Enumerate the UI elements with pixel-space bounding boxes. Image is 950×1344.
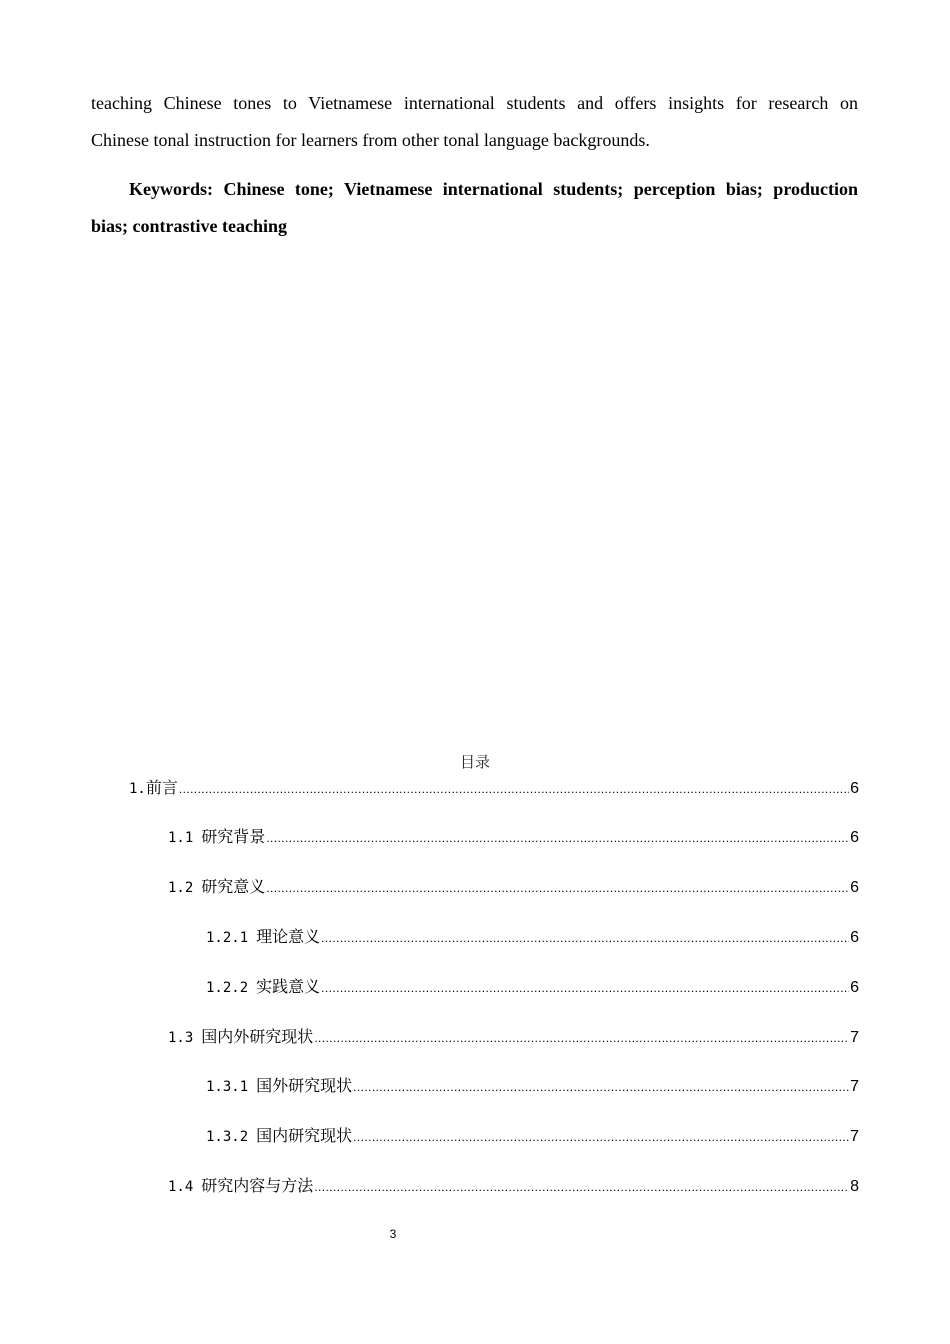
toc-entry[interactable] (206, 1121, 859, 1151)
toc-entry-title: 国内研究现状 (256, 1126, 353, 1145)
toc-entry-title: 研究背景 (201, 827, 266, 846)
toc-leader (321, 973, 849, 1003)
keywords-line: bias; contrastive teaching (91, 216, 287, 236)
keywords-line: Keywords: Chinese tone; Vietnamese international students; perception bias; production (129, 179, 858, 199)
abstract-line: Chinese tonal instruction for learners from other tonal language backgrounds. (91, 130, 650, 150)
toc-entry-number: 1.1 (168, 830, 194, 846)
toc-entry-title: 理论意义 (256, 927, 321, 946)
toc-entry-page: 6 (850, 780, 859, 797)
toc-entry[interactable] (206, 972, 859, 1002)
toc-entry-page: 7 (850, 1128, 859, 1145)
toc-entry-title: 研究意义 (201, 877, 266, 896)
toc-entry[interactable] (206, 922, 859, 952)
toc-title: 目录 (459, 753, 490, 771)
toc-entry-number: 1.2.1 (206, 930, 249, 946)
toc-entry-page: 7 (850, 1078, 859, 1095)
abstract-line: teaching Chinese tones to Vietnamese international students and offers insights for research on (91, 93, 858, 113)
toc-entry-page: 6 (850, 929, 859, 946)
toc-entry[interactable] (168, 872, 859, 902)
toc-entry-page: 6 (850, 829, 859, 846)
toc-entry-title: 前言 (145, 778, 178, 797)
abstract-paragraph (91, 85, 858, 159)
toc-entry-title: 研究内容与方法 (201, 1176, 314, 1195)
toc-entry-number: 1. (129, 781, 146, 797)
toc-entry[interactable] (206, 1071, 859, 1101)
toc-entry-number: 1.3 (168, 1030, 194, 1046)
toc-leader (353, 1122, 849, 1152)
toc-leader (321, 923, 849, 953)
toc-entry-page: 8 (850, 1178, 859, 1195)
toc-leader (266, 823, 849, 853)
toc-leader (353, 1072, 849, 1102)
page-number: 3 (389, 1227, 397, 1241)
toc-leader (179, 774, 849, 804)
toc-entry-number: 1.2 (168, 880, 194, 896)
toc-leader (314, 1172, 849, 1202)
toc-entry[interactable] (129, 773, 859, 803)
toc-leader (266, 873, 849, 903)
toc-leader (314, 1023, 849, 1053)
toc-entry-number: 1.3.1 (206, 1079, 249, 1095)
toc-entry-title: 国内外研究现状 (201, 1027, 314, 1046)
toc-entry-title: 实践意义 (256, 977, 321, 996)
toc-entry-page: 6 (850, 979, 859, 996)
toc-entry-number: 1.2.2 (206, 980, 249, 996)
toc-entry-number: 1.4 (168, 1179, 194, 1195)
toc-entry[interactable] (168, 1022, 859, 1052)
toc-entry-number: 1.3.2 (206, 1129, 249, 1145)
keywords-paragraph (91, 171, 858, 245)
toc-entry-page: 6 (850, 879, 859, 896)
toc-entry[interactable] (168, 822, 859, 852)
toc-entry[interactable] (168, 1171, 859, 1201)
toc-entry-page: 7 (850, 1029, 859, 1046)
toc-entry-title: 国外研究现状 (256, 1076, 353, 1095)
